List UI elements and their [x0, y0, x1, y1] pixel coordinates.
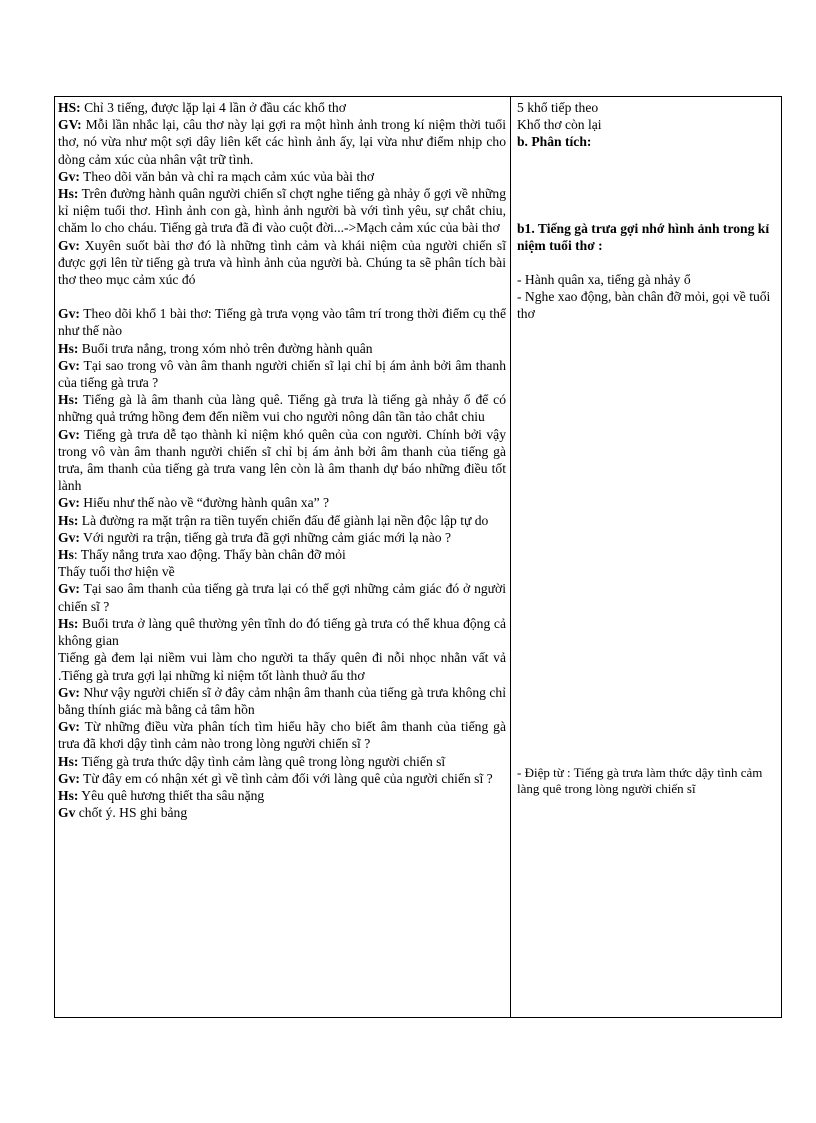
- dialogue-line: [58, 305, 506, 339]
- dialogue-text: Xuyên suốt bài thơ đó là những tình cảm và khái niệm của người chiến sĩ được gợi lên từ tiếng gà trưa và hình ảnh của người bà. Chúng ta sẽ phân tích bài thơ theo mục cảm xúc đó: [58, 237, 506, 288]
- dialogue-line: [58, 168, 506, 185]
- dialogue-line: [58, 357, 506, 391]
- speaker-label: Hs:: [58, 186, 79, 202]
- speaker-label: Gv:: [58, 495, 80, 511]
- dialogue-line: [58, 426, 506, 495]
- dialogue-line: [58, 512, 506, 529]
- note-line-1: 5 khổ tiếp theo: [517, 100, 599, 115]
- speaker-label: Gv:: [58, 719, 80, 735]
- dialogue-text: Tiếng gà là âm thanh của làng quê. Tiếng gà trưa là tiếng gà nhảy ổ để có những quả trứng hồng đem đến niềm vui cho người nông dân tần tảo chắt chiu: [58, 392, 506, 425]
- dialogue-line: [58, 684, 506, 718]
- note-item-3: - Điệp từ : Tiếng gà trưa làm thức dậy tình cảm làng quê trong lòng người chiến sĩ: [517, 764, 763, 797]
- speaker-label: Hs:: [58, 392, 79, 408]
- blank-line: [58, 288, 506, 305]
- teacher-student-column: [55, 97, 511, 1017]
- dialogue-line: [58, 529, 506, 546]
- speaker-label: Gv:: [58, 306, 80, 322]
- speaker-label: Gv:: [58, 770, 80, 786]
- dialogue-text: chốt ý. HS ghi bảng: [75, 805, 188, 821]
- speaker-label: Gv:: [58, 168, 80, 184]
- speaker-label: Hs:: [58, 340, 79, 356]
- dialogue-line: [58, 185, 506, 237]
- dialogue-text: Từ những điều vừa phân tích tìm hiểu hãy cho biết âm thanh của tiếng gà trưa đã khơi dậy tình cảm nào trong lòng người chiến sĩ ?: [58, 719, 506, 752]
- speaker-label: Hs:: [58, 615, 79, 631]
- speaker-label: Gv: [58, 805, 76, 821]
- notes-column: [511, 97, 781, 1017]
- dialogue-text: Như vậy người chiến sĩ ở đây cảm nhận âm thanh của tiếng gà trưa không chỉ bằng thính giác mà bằng cả tâm hồn: [58, 684, 506, 717]
- section-heading-analysis: b. Phân tích:: [517, 134, 592, 150]
- speaker-label: GV:: [58, 117, 82, 133]
- dialogue-text: Yêu quê hương thiết tha sâu nặng: [78, 787, 265, 803]
- speaker-label: Gv:: [58, 357, 80, 373]
- dialogue-line: [58, 804, 506, 821]
- dialogue-line: [58, 580, 506, 614]
- speaker-label: Gv:: [58, 529, 80, 545]
- dialogue-text: Chỉ 3 tiếng, được lặp lại 4 lần ở đầu các khổ thơ: [80, 100, 346, 115]
- note-line-2: Khổ thơ còn lại: [517, 117, 602, 133]
- dialogue-line: [58, 718, 506, 752]
- speaker-label: Hs:: [58, 787, 79, 803]
- lesson-table: [54, 96, 782, 1018]
- dialogue-line: [58, 494, 506, 511]
- speaker-label: Gv:: [58, 426, 80, 442]
- dialogue-line: [58, 770, 506, 787]
- speaker-label: Hs: [58, 547, 74, 563]
- note-item-1: - Hành quân xa, tiếng gà nhảy ổ: [517, 272, 691, 288]
- dialogue-text: Thấy tuổi thơ hiện về: [58, 564, 175, 580]
- dialogue-text: Tại sao trong vô vàn âm thanh người chiến sĩ lại chỉ bị ám ảnh bởi âm thanh của tiếng gà trưa ?: [58, 357, 506, 391]
- dialogue-text: Theo dõi văn bản và chỉ ra mạch cảm xúc vủa bài thơ: [79, 168, 375, 184]
- dialogue-line: [58, 340, 506, 357]
- dialogue-text: Mỗi lần nhắc lại, câu thơ này lại gợi ra một hình ảnh trong kí niệm thời tuổi thơ, nó vừa như một sợi dây liên kết các hình ảnh ấy, lại vừa như điểm nhịp cho dòng cảm xúc của nhân vật trữ tình.: [58, 117, 506, 167]
- section-heading-b1: b1. Tiếng gà trưa gợi nhớ hình ảnh trong kỉ niệm tuổi thơ :: [517, 220, 770, 253]
- dialogue-text: Với người ra trận, tiếng gà trưa đã gợi những cảm giác mới lạ nào ?: [79, 529, 451, 545]
- dialogue-line: [58, 615, 506, 649]
- dialogue-text: Tiếng gà trưa dễ tạo thành kỉ niệm khó quên của con người. Chính bởi vậy trong vô vàn âm thanh người chiến sĩ chỉ bị ám ảnh bởi âm thanh của tiếng gà trưa, âm thanh của tiếng gà trưa vang lên còn là âm thanh dự báo những điều tốt lành: [58, 426, 506, 494]
- dialogue-line: [58, 753, 506, 770]
- speaker-label: Gv:: [58, 684, 80, 700]
- dialogue-line: [58, 99, 506, 116]
- dialogue-line: [58, 116, 506, 168]
- dialogue-line: [58, 649, 506, 683]
- speaker-label: HS:: [58, 100, 81, 115]
- dialogue-text: Buổi trưa nắng, trong xóm nhỏ trên đường hành quân: [78, 340, 373, 356]
- speaker-label: Gv:: [58, 581, 80, 597]
- dialogue-line: [58, 391, 506, 425]
- dialogue-text: Trên đường hành quân người chiến sĩ chợt nghe tiếng gà nhảy ổ gợi về những kỉ niệm tuổi thơ. Hình ảnh con gà, hình ảnh người bà với tình yêu, sự chắt chiu, chăm lo cho cháu. Tiếng gà trưa đã đi vào cuột đời...->Mạch cảm xúc của bài thơ: [58, 186, 506, 236]
- speaker-label: Hs:: [58, 753, 79, 769]
- dialogue-text: Tại sao âm thanh của tiếng gà trưa lại có thể gợi những cảm giác đó ở người chiến sĩ ?: [58, 581, 506, 614]
- dialogue-text: Tiếng gà đem lại niềm vui làm cho người ta thấy quên đi nỗi nhọc nhằn vất vả .Tiếng gà trưa gợi lại những kỉ niệm tốt lành thuở ấu thơ: [58, 650, 506, 683]
- dialogue-text: Tiếng gà trưa thức dậy tình cảm làng quê trong lòng người chiến sĩ: [78, 753, 446, 769]
- speaker-label: Gv:: [58, 237, 80, 253]
- dialogue-text: Theo dõi khổ 1 bài thơ: Tiếng gà trưa vọng vào tâm trí trong thời điểm cụ thể như thế nào: [58, 306, 506, 339]
- speaker-label: Hs:: [58, 512, 79, 528]
- dialogue-text: Buổi trưa ở làng quê thường yên tĩnh do đó tiếng gà trưa có thể khua động cả không gian: [58, 615, 506, 649]
- dialogue-line: [58, 563, 506, 580]
- dialogue-line: [58, 237, 506, 289]
- dialogue-line: [58, 546, 506, 563]
- dialogue-text: Là đường ra mặt trận ra tiền tuyến chiến đấu để giành lại nền độc lập tự do: [78, 512, 489, 528]
- dialogue-text: Hiểu như thế nào về “đường hành quân xa” ?: [79, 495, 330, 511]
- dialogue-line: [58, 787, 506, 804]
- dialogue-text: : Thấy nắng trưa xao động. Thấy bàn chân đỡ mỏi: [73, 547, 346, 563]
- dialogue-text: Từ đây em có nhận xét gì về tình cảm đối với làng quê của người chiến sĩ ?: [79, 770, 493, 786]
- note-item-2: - Nghe xao động, bàn chân đỡ mỏi, gọi về tuổi thơ: [517, 289, 771, 322]
